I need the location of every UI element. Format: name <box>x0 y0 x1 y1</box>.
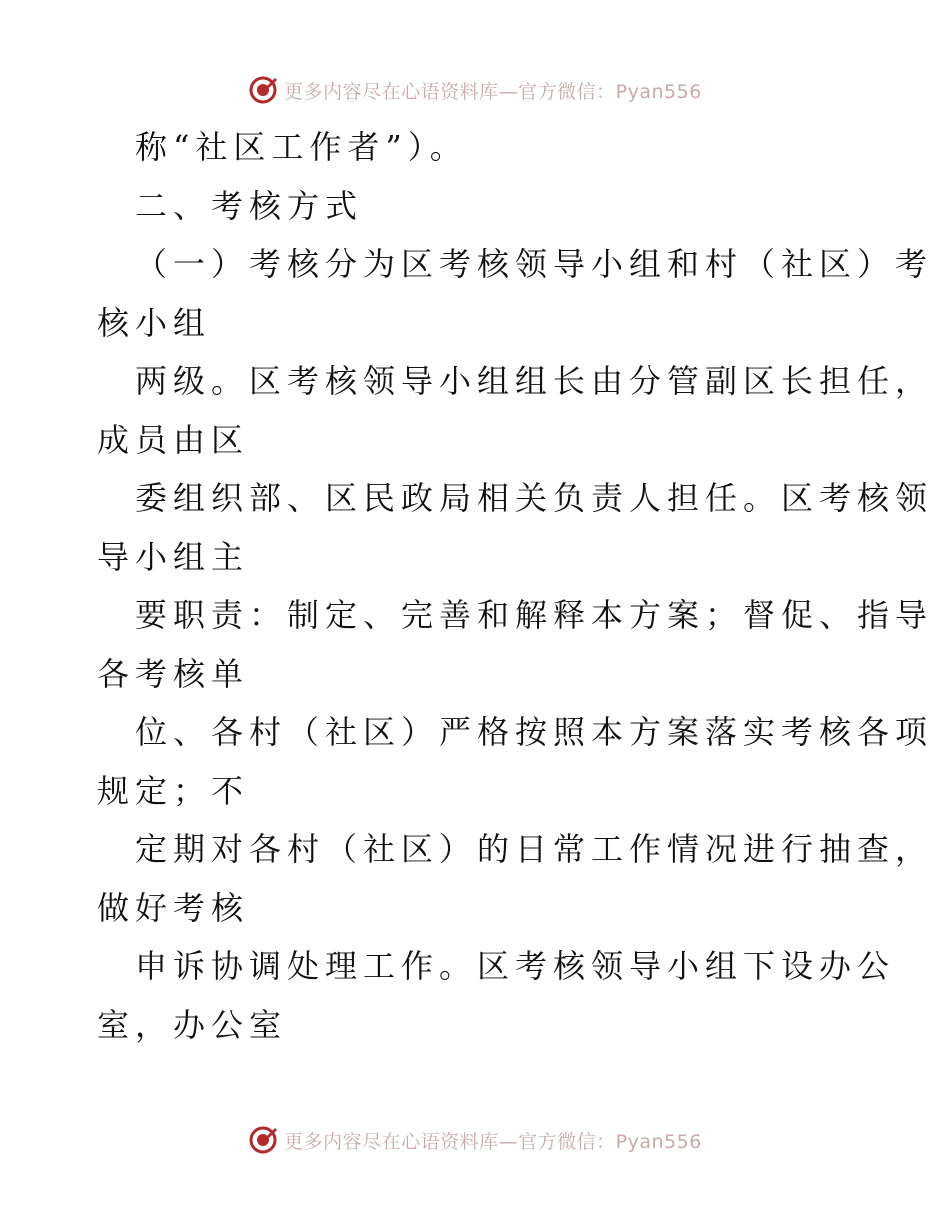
text-line: 各考核单 <box>97 654 250 693</box>
document-body <box>97 118 934 1054</box>
text-line: （一）考核分为区考核领导小组和村（社区）考 <box>135 245 934 283</box>
brand-logo-icon <box>248 1125 278 1155</box>
section-heading: 二、考核方式 <box>135 186 364 225</box>
text-line: 委组织部、区民政局相关负责人担任。区考核领 <box>135 479 934 517</box>
text-line: 室，办公室 <box>97 1005 288 1044</box>
text-line: 做好考核 <box>97 888 250 927</box>
text-line: 导小组主 <box>97 537 250 576</box>
text-line: 成员由区 <box>97 420 250 459</box>
brand-logo-icon <box>248 75 278 105</box>
watermark-text: 更多内容尽在心语资料库—官方微信：Pyan556 <box>284 1130 702 1153</box>
header-watermark <box>0 70 950 110</box>
footer-watermark <box>0 1120 950 1160</box>
text-line: 核小组 <box>97 303 212 342</box>
text-line: 称“社区工作者”）。 <box>135 128 468 166</box>
text-line: 要职责：制定、完善和解释本方案；督促、指导 <box>135 596 934 634</box>
text-line: 两级。区考核领导小组组长由分管副区长担任， <box>135 362 934 400</box>
text-line: 位、各村（社区）严格按照本方案落实考核各项 <box>135 713 934 751</box>
text-line: 申诉协调处理工作。区考核领导小组下设办公 <box>135 947 896 985</box>
text-line: 规定；不 <box>97 771 250 810</box>
text-line: 定期对各村（社区）的日常工作情况进行抽查， <box>135 830 934 868</box>
watermark-text: 更多内容尽在心语资料库—官方微信：Pyan556 <box>284 80 702 103</box>
